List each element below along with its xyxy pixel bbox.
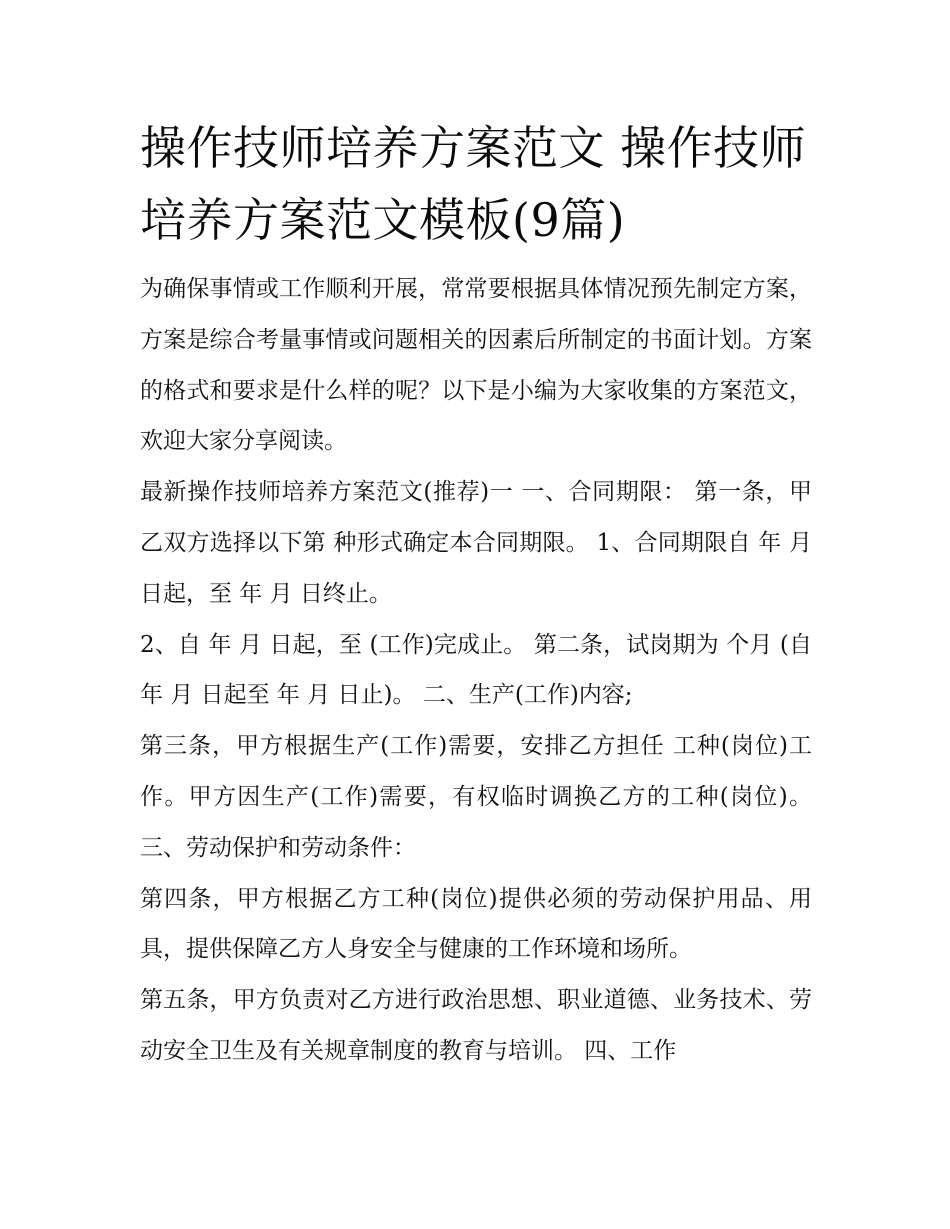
intro-paragraph: 为确保事情或工作顺利开展，常常要根据具体情况预先制定方案，方案是综合考量事情或问题相关的因素后所制定的书面计划。方案的格式和要求是什么样的呢？以下是小编为大家收集的方案范文，欢迎大家分享阅读。 [140, 276, 812, 455]
article-three-paragraph: 第三条，甲方根据生产(工作)需要，安排乙方担任 工种(岗位)工作。甲方因生产(工作)需要，有权临时调换乙方的工种(岗位)。 三、劳动保护和劳动条件： [140, 733, 812, 861]
article-four-paragraph: 第四条，甲方根据乙方工种(岗位)提供必须的劳动保护用品、用具，提供保障乙方人身安全与健康的工作环境和场所。 [140, 885, 812, 963]
probation-paragraph: 2、自 年 月 日起，至 (工作)完成止。 第二条，试岗期为 个月 (自 年 月 日起至 年 月 日止)。 二、生产(工作)内容; [140, 631, 812, 709]
article-five-paragraph: 第五条，甲方负责对乙方进行政治思想、职业道德、业务技术、劳动安全卫生及有关规章制度的教育与培训。 四、工作 [140, 987, 812, 1064]
document-title: 操作技师培养方案范文 操作技师培养方案范文模板(9篇) [140, 121, 807, 247]
contract-term-paragraph: 最新操作技师培养方案范文(推荐)一 一、合同期限： 第一条，甲乙双方选择以下第 种形式确定本合同期限。 1、合同期限自 年 月 日起，至 年 月 日终止。 [140, 479, 812, 607]
document-body [140, 112, 812, 1077]
